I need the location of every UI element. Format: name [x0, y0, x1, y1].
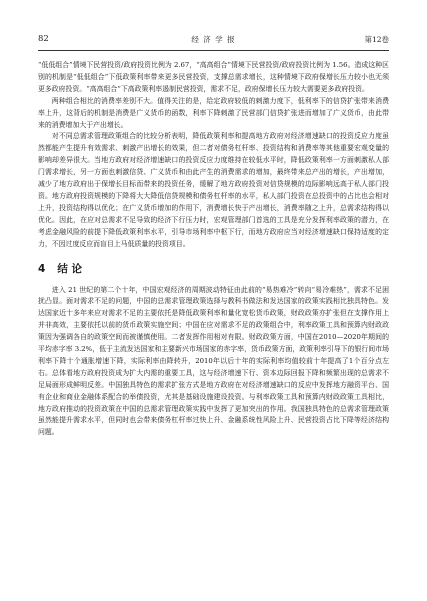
running-header — [38, 34, 389, 48]
paragraph: 进入 21 世纪的第二个十年，中国宏观经济的周期波动特征由此前的“易热难冷”转向“易冷难热”，需求不足困扰凸显。面对需求不足的问题，中国的总需求管理政策选择与教科书做法和发达国家的政策实践相比独具特色。发达国家近十多年来应对需求不足的主要依托是降低政策利率和量化宽松货币政策，财政政策亦扩张但在支撑作用上并非高效，主要依托以前的货币政策实施空间；中国在应对需求不足的政策组合中，利率政策工具和预算内财政政策因为强调各自的政策空间而被谨慎使用。二者发挥作用相对有限。财政政策方面，中国在2010—2020年期间的平均赤字率 3.2%，低于主流发达国家和主要新兴市场国家的赤字率，货币政策方面，政策利率引导下的银行间市场利率下降十个通胀增速下降，实际利率由降转升，2010年以后十年的实际利率均值较前十年提高了1个百分点左右。总体看地方政府投资成为扩大内需的重要工具，这与经济增速下行、资本边际回报下降和频繁出现的总需求不足局面形成鲜明反差。中国独具特色的需求扩张方式是地方政府在对经济增速缺口的反应中发挥地方融资平台、国有企业和商业金融体系配合的举债投资，尤其是基础设施建设投资。与利率政策工具和预算内财政政策工具相比，地方政府推动的投资政策在中国的总需求管理政策实践中发挥了更加突出的作用。我国独具特色的总需求管理政策虽然能提升需求水平，但同时也会带来债务杠杆率过快上升、金融系统性风险上升、民营投资占比下降等经济结构问题。 — [38, 285, 389, 437]
section-title: 结 论 — [57, 262, 82, 275]
page-number: 82 — [38, 34, 49, 44]
journal-title: 经 济 学 报 — [191, 35, 236, 44]
section-heading — [38, 262, 389, 276]
paragraph: 两种组合相比的消费率差别不大。值得关注的是，给定政府较低的刺激力度下，低利率下的信贷扩张带来消费率上升，这背后的机制是消费是广义货币的函数，利率下降刺激了民营部门信贷扩张进而增加了广义货币，由此带来的消费增加大于产出增长。 — [38, 96, 389, 129]
header-rule — [38, 50, 389, 51]
paragraph: “低低组合”情境下民营投资/政府投资比例为 2.67，“高高组合”情境下民营投资/政府投资比例为 1.56。造成这种区别的机制是“低低组合”下低政策利率带来更多民营投资，支撑总需求增长，这种情境下政府保增长压力较小也无须更多政府投资。“高高组合”下高政策利率遏制民营投资，需求不足，政府保增长压力较大需要更多政府投资。 — [38, 61, 389, 93]
article-body — [38, 60, 389, 439]
section-number: 4 — [38, 262, 46, 275]
issue-label: 第12卷 — [364, 35, 389, 44]
paragraph: 对不同总需求管理政策组合的比较分析表明，降低政策利率和提高地方政府对经济增速缺口的投资反应力度虽然都能产生提升有效需求、刺激产出增长的效果，但二者对债务杠杆率、投资结构和消费率等其他重要宏观变量的影响却差异很大。当地方政府对经济增速缺口的投资反应力度维持在较低水平时，降低政策利率一方面刺激私人部门需求增长，另一方面也刺激信贷、广义货币和由此产生的消费需求的增加，最终带来总产出的增长，产出增加，减少了地方政府出于保增长目标而带来的投资任务，缓解了地方政府投资对信贷规模的边际影响远高于私人部门投资。地方政府投资规模的下降将大大降低信贷规模和债务杠杆率的水平，私人部门投资在总投资中的占比也会相对上升，投资结构得以优化；在广义货币增加的作用下，消费增长快于产出增长，消费率随之上升，总需求结构得以优化。因此，在应对总需求不足导致的经济下行压力时，宏观管理部门首选的工具是充分发挥利率政策的潜力，在考虑金融风险的前提下降低政策利率水平，引导市场利率中枢下行，而地方政府应当对经济增速缺口保持适度的定力，不因过度反应而盲目上马低质量的投资项目。 — [38, 132, 389, 248]
